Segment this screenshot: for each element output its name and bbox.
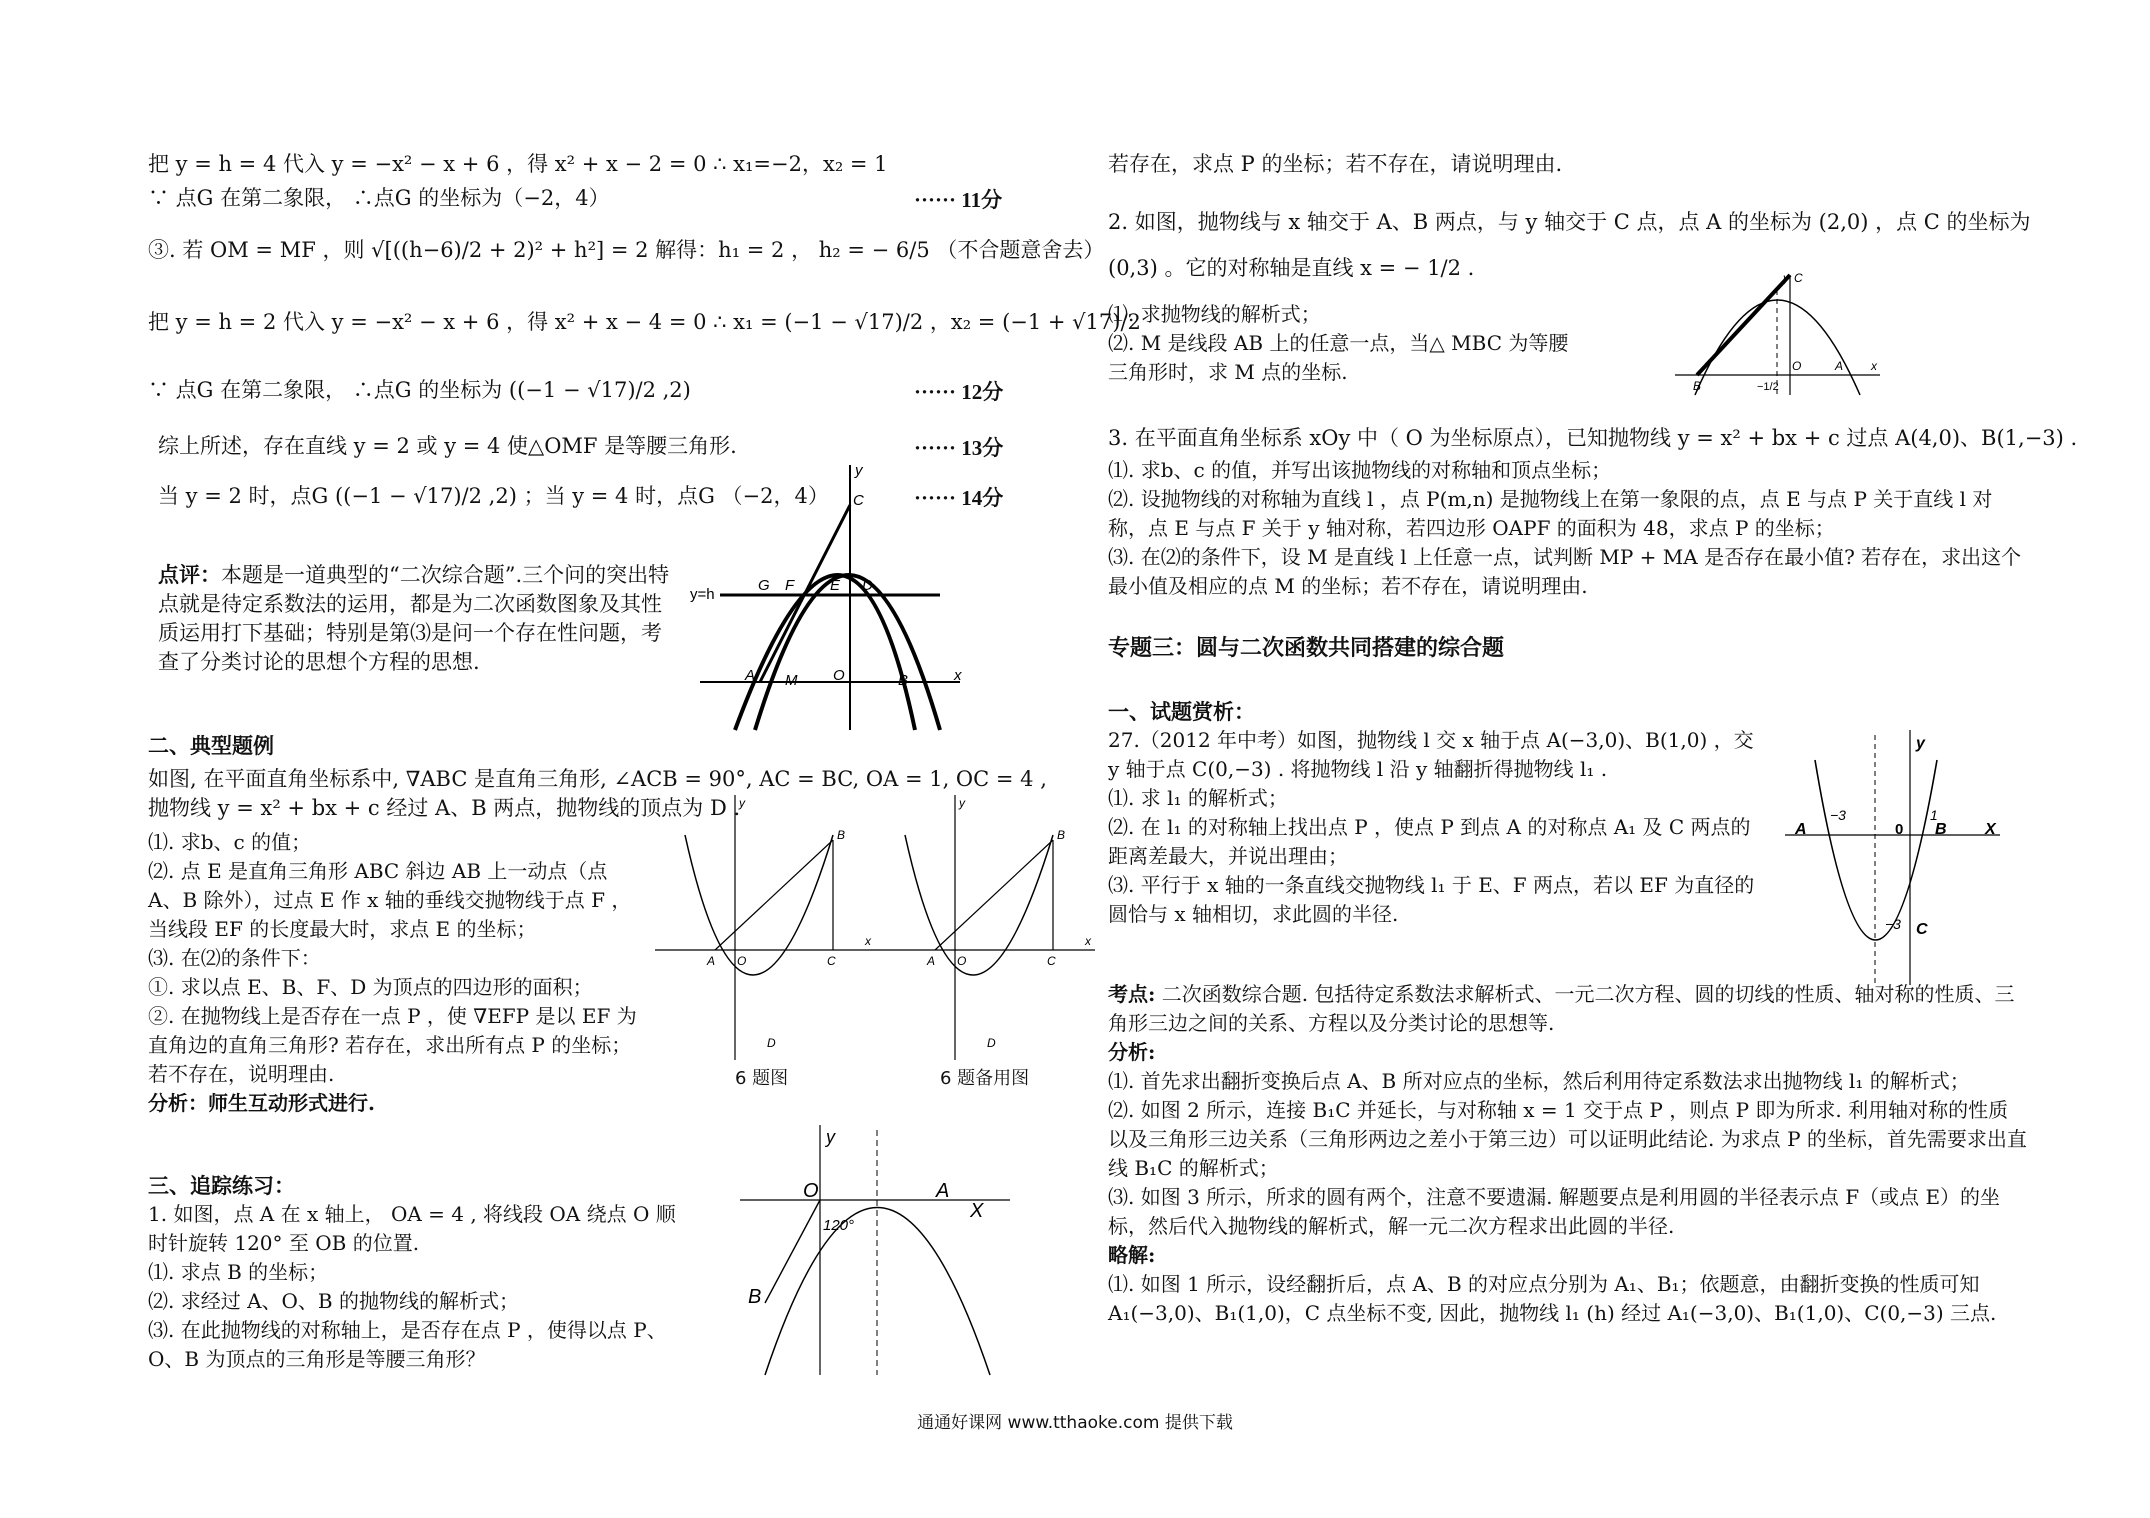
question: ⑵. 在 l₁ 的对称轴上找出点 P ，使点 P 到点 A 的对称点 A₁ 及 C 两点的距离差最大，并说出理由； xyxy=(1108,815,1751,868)
label: 0 xyxy=(1895,821,1904,838)
parabola-curve xyxy=(1815,760,1937,940)
label: B xyxy=(1693,379,1702,393)
label: C xyxy=(1916,921,1928,938)
paragraph: ⑶. 如图 3 所示，所求的圆有两个，注意不要遗漏. 解题要点是利用圆的半径表示点 F（或点 E）的坐标，然后代入抛物线的解析式，解一元二次方程求出此圆的半径. xyxy=(1108,1185,2001,1238)
question: ①. 求以点 E、B、F、D 为顶点的四边形的面积； xyxy=(148,975,593,999)
label: B xyxy=(748,1286,762,1308)
label: y xyxy=(1783,271,1789,285)
comment-block xyxy=(158,560,678,677)
label: y xyxy=(855,462,863,479)
question: ⑶. 在⑵的条件下： xyxy=(148,946,321,970)
label: M xyxy=(785,672,798,689)
luejie-label: 略解: xyxy=(1108,1243,1156,1267)
label: O xyxy=(1792,359,1802,373)
question: ⑵. 点 E 是直角三角形 ABC 斜边 AB 上一动点（点 A、B 除外），过点 E 作 x 轴的垂线交抛物线于点 F ，当线段 EF 的长度最大时，求点 E 的坐标； xyxy=(148,859,632,941)
label: y xyxy=(1916,735,1925,752)
question-27 xyxy=(1108,726,1768,929)
figure-6 xyxy=(655,795,875,1065)
figure-caption: 6 题备用图 xyxy=(940,1068,1030,1089)
analysis-block xyxy=(1108,980,2028,1328)
label: x xyxy=(954,667,962,684)
example-intro: 如图, 在平面直角坐标系中, ∇ABC 是直角三角形, ∠ACB = 90°, AC = BC, OA = 1, OC = 4 , 抛物线 y = x² + bx + c 经过 A、B 两点，抛物线的顶点为 D . xyxy=(148,767,1047,820)
section-title: 一、试题赏析： xyxy=(1108,699,1255,724)
text-line: (0,3) 。它的对称轴是直线 x = − 1/2 . xyxy=(1108,256,1475,280)
footer: 通通好课网 www.tthaoke.com 提供下载 xyxy=(917,1413,1233,1433)
segment-bc xyxy=(1697,275,1790,375)
label: x xyxy=(1871,359,1877,373)
question: ⑶. 在⑵的条件下，设 M 是直线 l 上任意一点，试判断 MP + MA 是否存在最小值? 若存在，求出这个最小值及相应的点 M 的坐标；若不存在，请说明理由. xyxy=(1108,545,2022,598)
score-mark: ······ 11分 xyxy=(914,188,1003,212)
label: D xyxy=(862,577,873,594)
label: B xyxy=(898,672,909,689)
text-line: ∵ 点G 在第二象限， ∴点G 的坐标为 ((−1 − √17)/2 ,2) xyxy=(148,378,691,402)
score-mark: ······ 14分 xyxy=(914,486,1004,510)
question: ②. 在抛物线上是否存在一点 P ，使 ∇EFP 是以 EF 为直角边的直角三角形? 若存在，求出所有点 P 的坐标；若不存在，说明理由. xyxy=(148,1004,637,1086)
question: 27.（2012 年中考）如图，抛物线 l 交 x 轴于点 A(−3,0)、B(1,0) ，交 y 轴于点 C(0,−3) . 将抛物线 l 沿 y 轴翻折得抛物线 l₁ . xyxy=(1108,728,1754,781)
label: y xyxy=(739,796,745,810)
label: A xyxy=(927,954,936,968)
question: ⑴. 求抛物线的解析式； xyxy=(1108,302,1321,326)
comment-label: 点评： xyxy=(158,562,221,587)
figure-caption: 6 题图 xyxy=(735,1068,789,1089)
practice-block xyxy=(148,1200,688,1374)
label: 1 xyxy=(1930,807,1938,823)
label: x xyxy=(1085,934,1091,948)
question-2 xyxy=(1108,300,1578,387)
label: y xyxy=(826,1127,835,1147)
label: 120° xyxy=(823,1217,855,1234)
section-title: 三、追踪练习： xyxy=(148,1173,295,1198)
label: A xyxy=(1835,359,1844,373)
question: ⑵. 求经过 A、O、B 的抛物线的解析式； xyxy=(148,1289,519,1313)
comment-text: 本题是一道典型的“二次综合题”.三个问的突出特点就是待定系数法的运用，都是为二次函数图象及其性质运用打下基础；特别是第⑶是问一个存在性问题，考查了分类讨论的思想个方程的思想. xyxy=(158,563,670,674)
label: B xyxy=(837,828,846,842)
question: ⑴. 求b、c 的值； xyxy=(148,830,312,854)
label: C xyxy=(853,492,864,509)
question: 1. 如图，点 A 在 x 轴上， OA = 4 , 将线段 OA 绕点 O 顺时针旋转 120° 至 OB 的位置. xyxy=(148,1202,676,1255)
question: ⑵. M 是线段 AB 上的任意一点，当△ MBC 为等腰三角形时，求 M 点的坐标. xyxy=(1108,331,1569,384)
kaodian-text: 二次函数综合题. 包括待定系数法求解析式、一元二次方程、圆的切线的性质、轴对称的性质、三角形三边之间的关系、方程以及分类讨论的思想等. xyxy=(1108,982,2015,1035)
figure-6-backup xyxy=(875,795,1095,1065)
question: ⑴. 求 l₁ 的解析式； xyxy=(1108,786,1288,810)
score-mark: ······ 12分 xyxy=(914,380,1004,404)
label: G xyxy=(758,577,770,594)
question: ⑵. 设抛物线的对称轴为直线 l ，点 P(m,n) 是抛物线上在第一象限的点，点 E 与点 P 关于直线 l 对称，点 E 与点 F 关于 y 轴对称，若四边形 OAPF 的面积为 48，求点 P 的坐标； xyxy=(1108,487,1993,540)
label: A xyxy=(936,1180,950,1202)
rotation-figure xyxy=(740,1125,1040,1380)
question: ⑴. 求b、c 的值，并写出该抛物线的对称轴和顶点坐标； xyxy=(1108,458,1612,482)
paragraph: ⑴. 如图 1 所示，设经翻折后，点 A、B 的对应点分别为 A₁、B₁；依题意，由翻折变换的性质可知 A₁(−3,0)、B₁(1,0)，C 点坐标不变, 因此，抛物线 l₁ (h) 经过 A₁(−3,0)、B₁(1,0)、C(0,−3) 三点. xyxy=(1108,1272,1997,1325)
text-line: 若存在，求点 P 的坐标；若不存在，请说明理由. xyxy=(1108,152,1563,176)
text-line: 综上所述，存在直线 y = 2 或 y = 4 使△OMF 是等腰三角形. xyxy=(158,434,737,458)
label: −3 xyxy=(1885,916,1901,932)
label: y=h xyxy=(690,586,715,603)
label: C xyxy=(1794,271,1803,285)
label: O xyxy=(957,954,967,968)
label: A xyxy=(745,667,756,684)
segment-ab xyxy=(715,840,833,950)
parabola-curve xyxy=(755,575,940,730)
label: −1/2 xyxy=(1757,381,1779,393)
text-line: ∵ 点G 在第二象限， ∴点G 的坐标为（−2，4） xyxy=(148,186,610,210)
example-questions xyxy=(148,828,638,1118)
question: ⑴. 求点 B 的坐标； xyxy=(148,1260,329,1284)
fenxi-label: 分析: xyxy=(1108,1040,1156,1064)
score-mark: ······ 13分 xyxy=(914,436,1004,460)
segment-ab xyxy=(935,840,1053,950)
label: O xyxy=(737,954,747,968)
label: −3 xyxy=(1830,807,1846,823)
label: E xyxy=(830,577,841,594)
text-line: 当 y = 2 时，点G ((−1 − √17)/2 ,2) ；当 y = 4 时，点G （−2，4） xyxy=(158,484,829,508)
text-line: 3. 在平面直角坐标系 xOy 中（ O 为坐标原点），已知抛物线 y = x² + bx + c 过点 A(4,0)、B(1,−3) . xyxy=(1108,426,2078,450)
label: y xyxy=(959,796,965,810)
label: A xyxy=(707,954,716,968)
parabola-figure-1 xyxy=(690,460,970,735)
label: D xyxy=(987,1036,996,1050)
topic-title: 专题三：圆与二次函数共同搭建的综合题 xyxy=(1108,635,1505,661)
question: ⑶. 在此抛物线的对称轴上，是否存在点 P ，使得以点 P、O、B 为顶点的三角形是等腰三角形？ xyxy=(148,1318,667,1371)
question-3 xyxy=(1108,456,2028,601)
label: B xyxy=(1935,821,1947,838)
label: x xyxy=(865,934,871,948)
question: ⑶. 平行于 x 轴的一条直线交抛物线 l₁ 于 E、F 两点，若以 EF 为直径的圆恰与 x 轴相切，求此圆的半径. xyxy=(1108,873,1755,926)
paragraph: ⑵. 如图 2 所示，连接 B₁C 并延长，与对称轴 x = 1 交于点 P ，则点 P 即为所求. 利用轴对称的性质以及三角形三边关系（三角形两边之差小于第三边）可以证明此结论. 为求点 P 的坐标，首先需要求出直线 B₁C 的解析式； xyxy=(1108,1098,2027,1180)
label: D xyxy=(767,1036,776,1050)
label: A xyxy=(1795,821,1807,838)
label: O xyxy=(833,667,845,684)
text-line: ③. 若 OM = MF ，则 √[((h−6)/2 + 2)² + h²] = 2 解得：h₁ = 2 ， h₂ = − 6/5 （不合题意舍去） xyxy=(148,238,1105,262)
label: X xyxy=(970,1200,984,1222)
figure-q2 xyxy=(1675,270,1885,400)
label: O xyxy=(803,1180,819,1202)
paragraph: ⑴. 首先求出翻折变换后点 A、B 所对应点的坐标，然后利用待定系数法求出抛物线 l₁ 的解析式； xyxy=(1108,1069,1970,1093)
text-line: 2. 如图，抛物线与 x 轴交于 A、B 两点，与 y 轴交于 C 点，点 A 的坐标为 (2,0) ，点 C 的坐标为 xyxy=(1108,210,2031,234)
analysis: 分析：师生互动形式进行. xyxy=(148,1091,375,1115)
text-line: 把 y = h = 2 代入 y = −x² − x + 6 ，得 x² + x − 4 = 0 ∴ x₁ = (−1 − √17)/2 ，x₂ = (−1 + √17)/2 xyxy=(148,310,1141,334)
segment-ob xyxy=(765,1200,820,1303)
label: C xyxy=(827,954,836,968)
figure-q27 xyxy=(1785,730,2010,990)
text-line: 把 y = h = 4 代入 y = −x² − x + 6 ，得 x² + x − 2 = 0 ∴ x₁=−2，x₂ = 1 xyxy=(148,152,888,176)
label: B xyxy=(1057,828,1066,842)
kaodian-label: 考点: xyxy=(1108,982,1156,1006)
label: X xyxy=(1985,821,1996,838)
label: C xyxy=(1047,954,1056,968)
label: F xyxy=(785,577,795,594)
section-title: 二、典型题例 xyxy=(148,733,274,758)
